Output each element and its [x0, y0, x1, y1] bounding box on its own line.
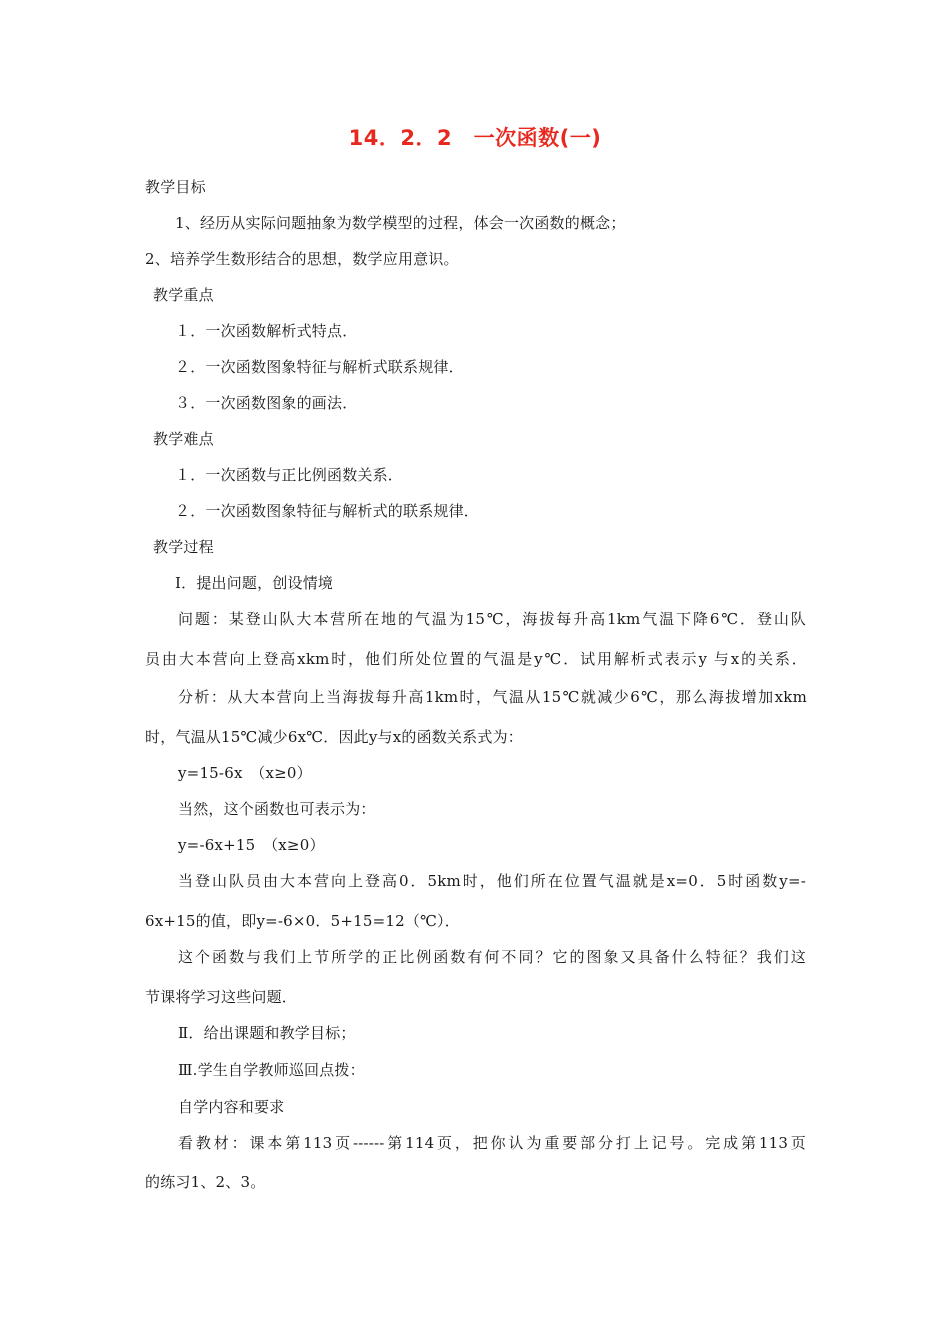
section-3-heading: Ⅲ.学生自学教师巡回点拨： [178, 1061, 365, 1079]
question-paragraph-line-1: 这个函数与我们上节所学的正比例函数有何不同？它的图象又具备什么特征？我们这 [178, 948, 806, 966]
key-point-1: １．一次函数解析式特点． [175, 322, 358, 340]
analysis-paragraph-line-1: 分析：从大本营向上当海拔每升高1km时，气温从15℃就减少6℃，那么海拔增加xkm [178, 688, 807, 706]
document-title: 14．2．2 一次函数(一) [348, 126, 602, 150]
key-point-2: ２．一次函数图象特征与解析式联系规律． [175, 358, 464, 376]
reading-task-line-1: 看教材：课本第113页------第114页，把你认为重要部分打上记号。完成第113页 [178, 1134, 806, 1152]
heading-process: 教学过程 [153, 538, 214, 556]
formula-1: y=15-6x （x≥0） [178, 764, 312, 782]
section-1-heading: Ⅰ．提出问题，创设情境 [175, 574, 334, 592]
self-study-heading: 自学内容和要求 [178, 1098, 285, 1116]
section-2-heading: Ⅱ．给出课题和教学目标； [178, 1024, 356, 1042]
question-paragraph-line-2: 节课将学习这些问题． [145, 988, 298, 1006]
problem-paragraph-line-2: 员由大本营向上登高xkm时，他们所处位置的气温是y℃．试用解析式表示y 与x的关系． [145, 650, 807, 668]
heading-difficulties: 教学难点 [153, 430, 214, 448]
heading-teaching-goals: 教学目标 [145, 178, 206, 196]
reading-task-line-2: 的练习1、2、3。 [145, 1173, 266, 1191]
example-paragraph-line-2: 6x+15的值，即y=-6×0．5+15=12（℃）． [145, 912, 460, 930]
formula-2: y=-6x+15 （x≥0） [178, 836, 325, 854]
goal-item-1: 1、经历从实际问题抽象为数学模型的过程，体会一次函数的概念； [175, 214, 626, 232]
analysis-paragraph-line-2: 时，气温从15℃减少6x℃．因此y与x的函数关系式为： [145, 728, 523, 746]
problem-paragraph-line-1: 问题：某登山队大本营所在地的气温为15℃，海拔每升高1km气温下降6℃．登山队 [178, 610, 806, 628]
key-point-3: ３．一次函数图象的画法． [175, 394, 358, 412]
heading-key-points: 教学重点 [153, 286, 214, 304]
alternate-form-text: 当然，这个函数也可表示为： [178, 800, 376, 818]
example-paragraph-line-1: 当登山队员由大本营向上登高0．5km时，他们所在位置气温就是x=0．5时函数y=- [178, 872, 806, 890]
difficulty-1: １．一次函数与正比例函数关系． [175, 466, 404, 484]
difficulty-2: ２．一次函数图象特征与解析式的联系规律． [175, 502, 480, 520]
goal-item-2: 2、培养学生数形结合的思想，数学应用意识。 [145, 250, 459, 268]
